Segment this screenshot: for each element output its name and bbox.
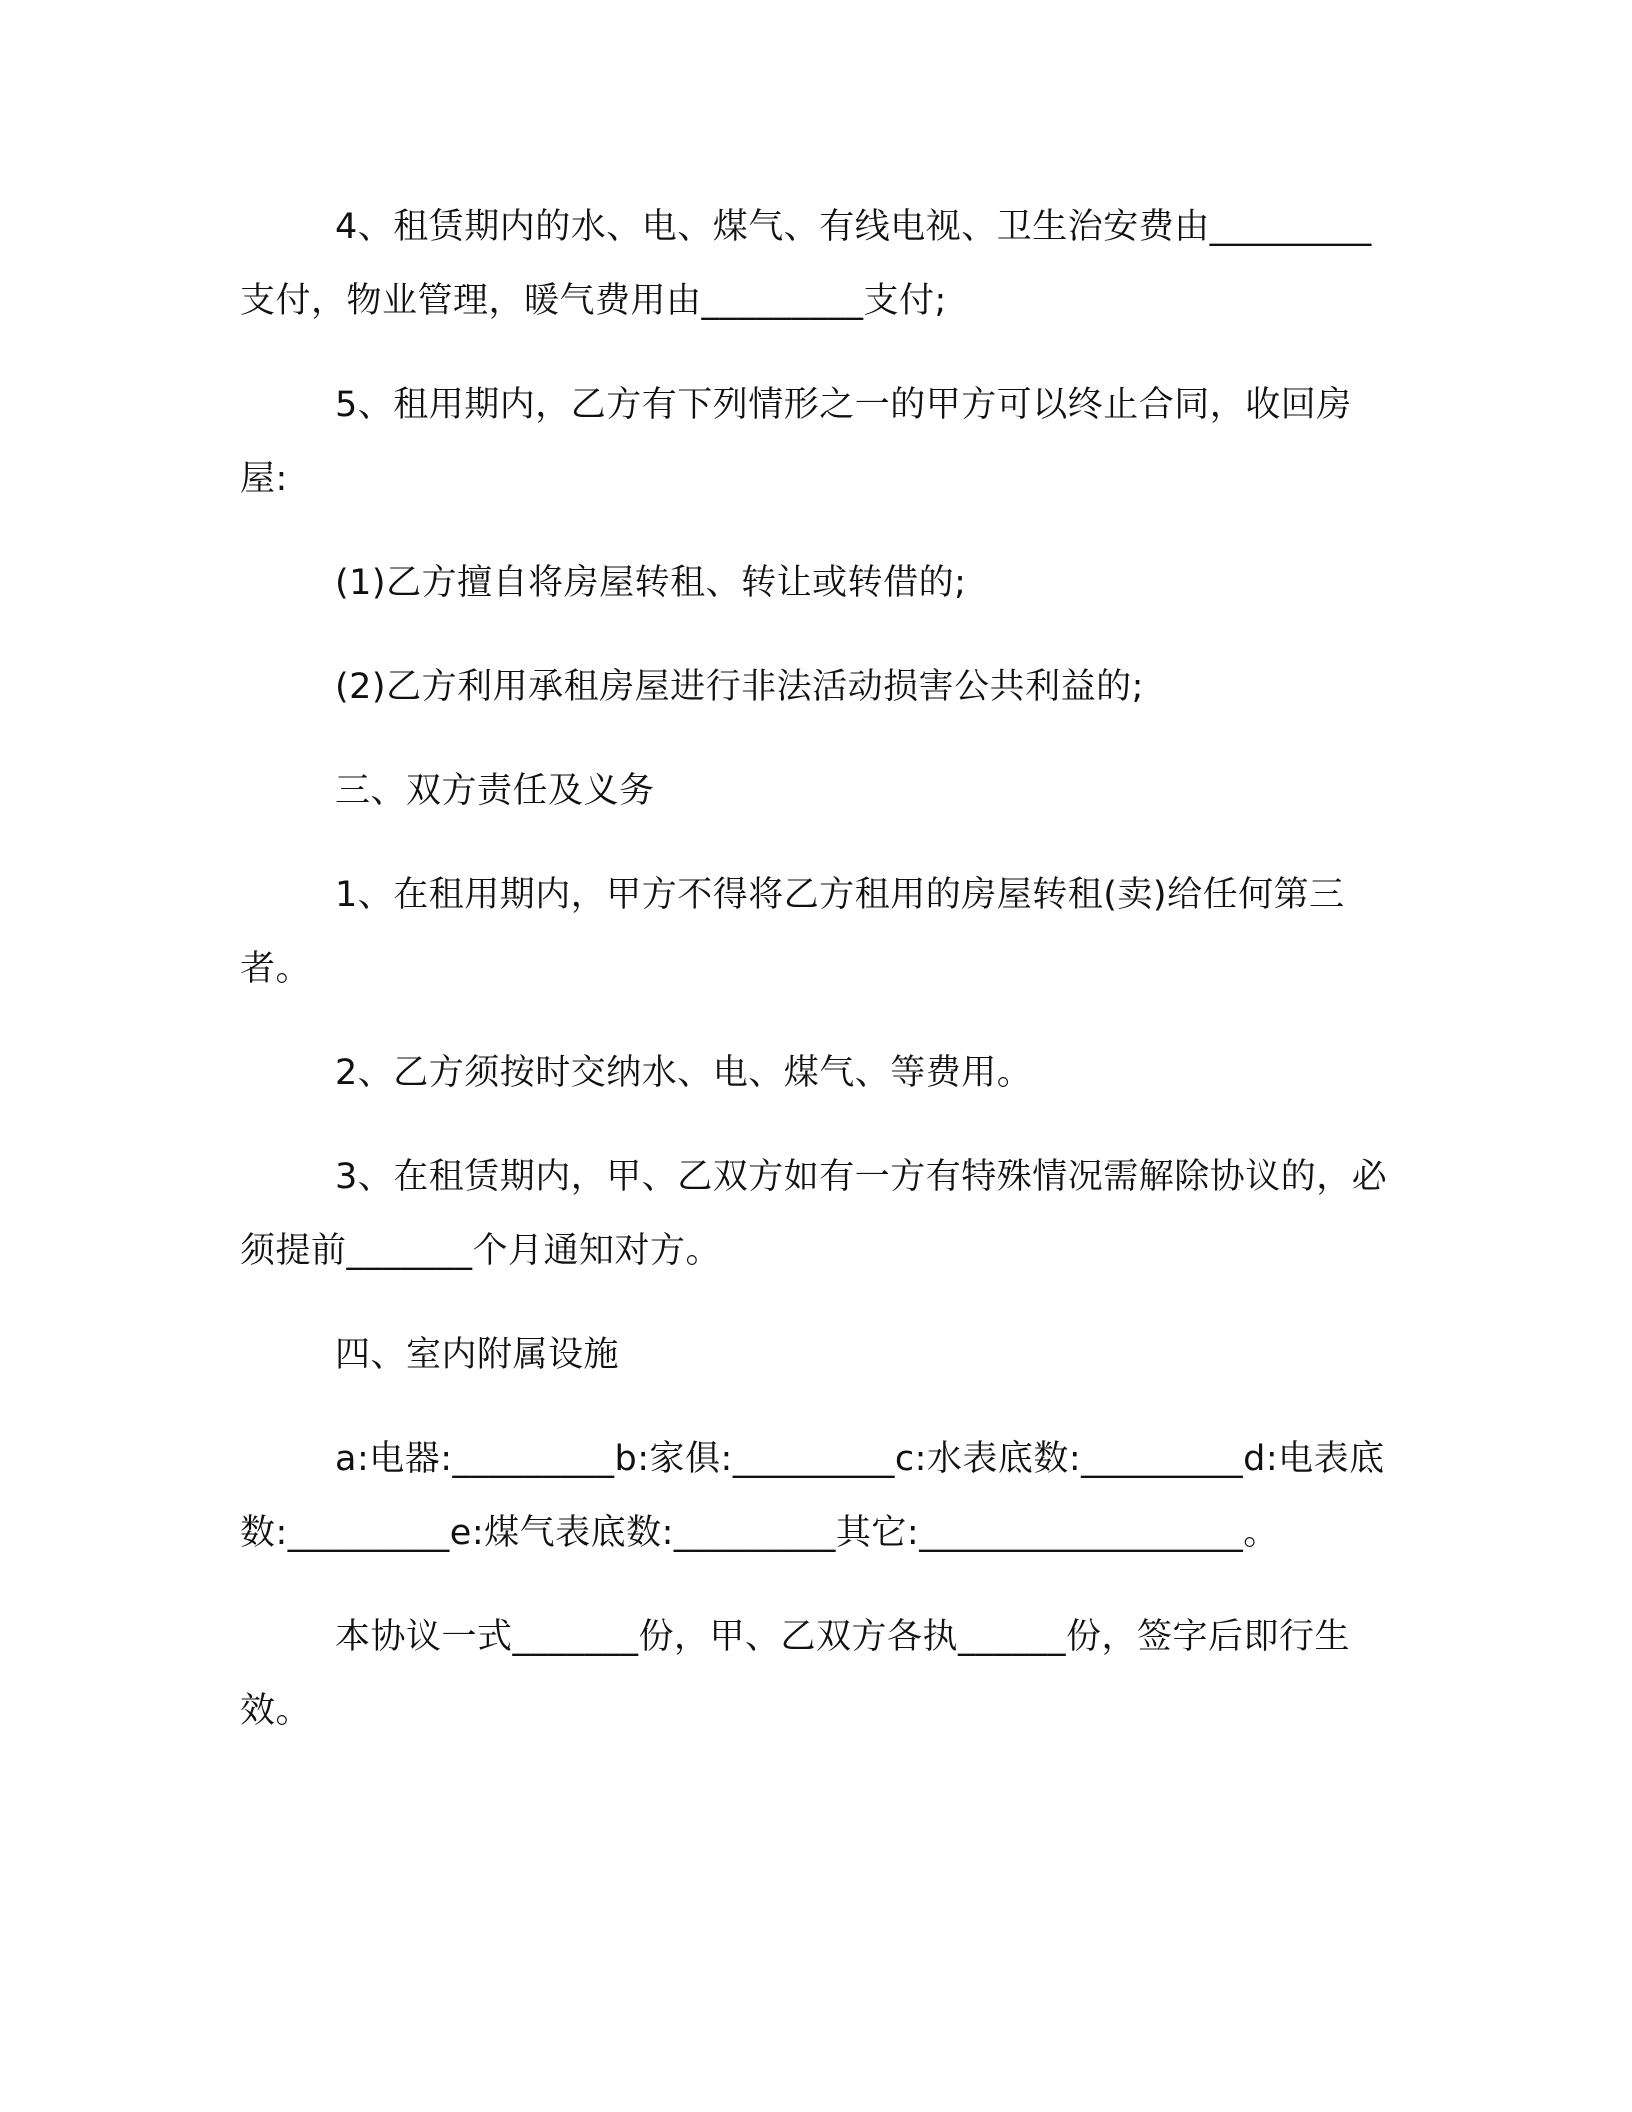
termination-item-1: (1)乙方擅自将房屋转租、转让或转借的; [335,563,967,603]
facilities-list: a:电器:_________b:家俱:_________c:水表底数:_________d:电表底数:_________e:煤气表底数:_________其它:__________________。 [240,1439,1385,1553]
responsibility-1: 1、在租用期内，甲方不得将乙方租用的房屋转租(卖)给任何第三者。 [240,875,1345,989]
responsibility-3: 3、在租赁期内，甲、乙双方如有一方有特殊情况需解除协议的，必须提前_______个月通知对方。 [240,1157,1388,1271]
termination-item-2: (2)乙方利用承租房屋进行非法活动损害公共利益的; [335,667,1144,707]
responsibility-2: 2、乙方须按时交纳水、电、煤气、等费用。 [335,1053,1033,1093]
clause-4-utilities: 4、租赁期内的水、电、煤气、有线电视、卫生治安费由_________支付，物业管理，暖气费用由_________支付; [240,207,1372,321]
section-heading-facilities: 四、室内附属设施 [335,1335,620,1375]
section-heading-responsibilities: 三、双方责任及义务 [335,771,655,811]
document-body [240,190,1390,1778]
agreement-copies: 本协议一式_______份，甲、乙双方各执______份，签字后即行生效。 [240,1617,1351,1731]
clause-5-termination: 5、租用期内，乙方有下列情形之一的甲方可以终止合同，收回房屋: [240,385,1352,499]
